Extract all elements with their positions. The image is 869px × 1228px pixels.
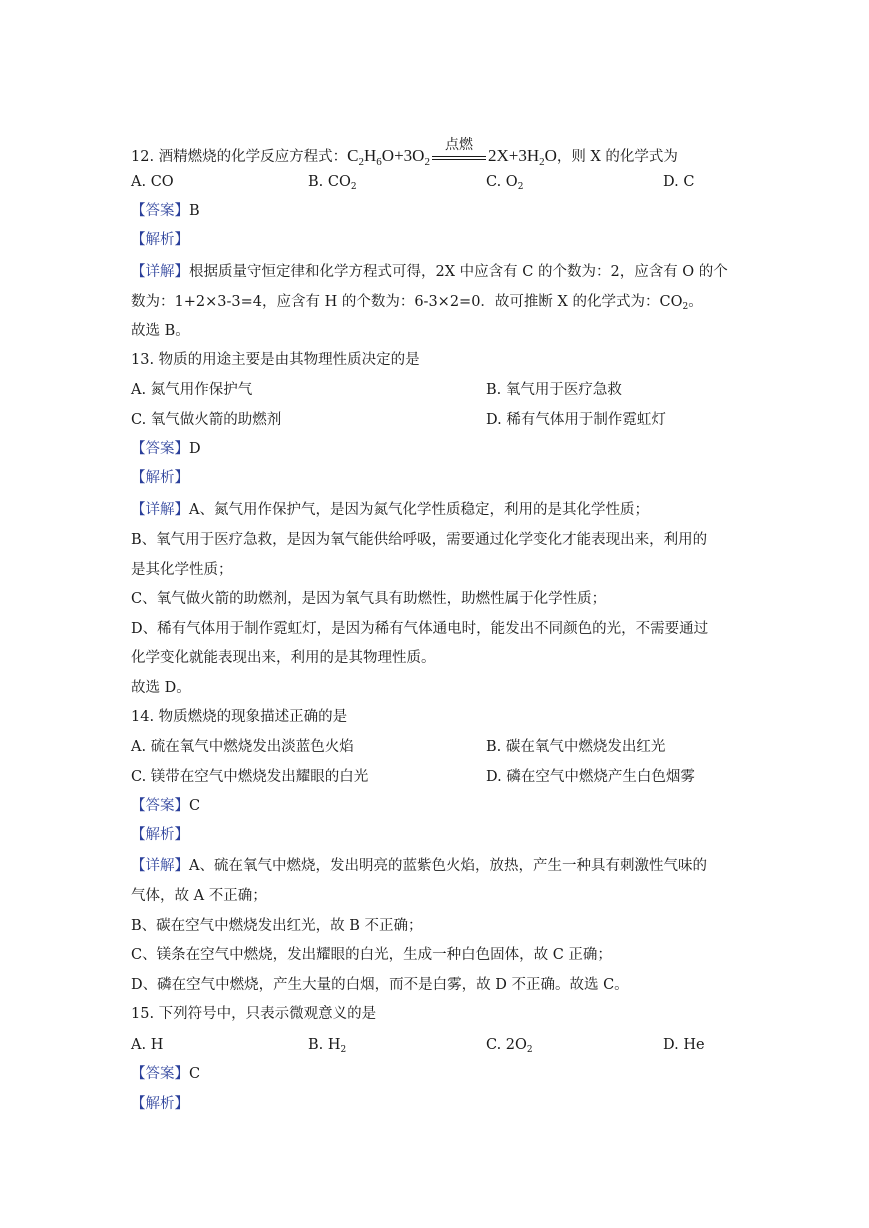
question-12-suffix: ，则 X 的化学式为	[556, 149, 678, 165]
option-d: D. 磷在空气中燃烧产生白色烟雾	[486, 769, 695, 785]
option-c: C. 氧气做火箭的助燃剂	[131, 412, 282, 428]
detail-line: 【详解】A、氮气用作保护气，是因为氮气化学性质稳定，利用的是其化学性质；	[131, 502, 649, 518]
detail-line: B、碳在空气中燃烧发出红光，故 B 不正确；	[131, 918, 423, 934]
conclusion-line: 故选 D。	[131, 680, 191, 696]
question-12-stem	[131, 137, 678, 168]
conclusion-line: 故选 B。	[131, 323, 190, 339]
option-c: C. $2O_2$	[486, 1037, 533, 1055]
option-a: A. H	[131, 1037, 164, 1053]
option-d: D. C	[663, 174, 695, 190]
answer-line: 【答案】C	[131, 798, 201, 814]
option-b: B. 碳在氧气中燃烧发出红光	[486, 739, 666, 755]
option-d: D. 稀有气体用于制作霓虹灯	[486, 412, 666, 428]
detail-line: 数为：1+2×3-3=4，应含有 H 的个数为：6-3×2=0．故可推断 X 的化学式为：$CO_2$。	[131, 294, 703, 312]
analysis-label: 【解析】	[131, 1096, 189, 1112]
reaction-condition: 点燃	[444, 137, 473, 154]
analysis-label: 【解析】	[131, 232, 189, 248]
option-b: B. $CO_2$	[308, 174, 357, 192]
option-d: D. He	[663, 1037, 705, 1053]
question-12-prefix: 12. 酒精燃烧的化学反应方程式：	[131, 149, 348, 165]
detail-line: B、氧气用于医疗急救，是因为氧气能供给呼吸，需要通过化学变化才能表现出来，利用的	[131, 532, 708, 548]
reaction-condition-arrow	[432, 137, 486, 167]
chemical-equation: $C_2H_6O+3O_2$ 点燃 $2X+3H_2O$	[347, 137, 557, 168]
option-b: B. 氧气用于医疗急救	[486, 382, 622, 398]
detail-line: 【详解】A、硫在氧气中燃烧，发出明亮的蓝紫色火焰，放热，产生一种具有刺激性气味的	[131, 858, 707, 874]
detail-line: 是其化学性质；	[131, 562, 233, 578]
option-b: B. $H_2$	[308, 1037, 347, 1055]
option-a: A. CO	[131, 174, 174, 190]
detail-line: 化学变化就能表现出来，利用的是其物理性质。	[131, 650, 436, 666]
answer-line: 【答案】B	[131, 203, 200, 219]
analysis-label: 【解析】	[131, 827, 189, 843]
question-13-stem: 13. 物质的用途主要是由其物理性质决定的是	[131, 352, 420, 368]
detail-line: 气体，故 A 不正确；	[131, 888, 267, 904]
detail-line: D、稀有气体用于制作霓虹灯，是因为稀有气体通电时，能发出不同颜色的光，不需要通过	[131, 621, 709, 637]
option-a: A. 氮气用作保护气	[131, 382, 253, 398]
option-a: A. 硫在氧气中燃烧发出淡蓝色火焰	[131, 739, 354, 755]
analysis-label: 【解析】	[131, 470, 189, 486]
detail-line: 【详解】根据质量守恒定律和化学方程式可得，2X 中应含有 C 的个数为：2，应含有 O 的个	[131, 264, 728, 280]
question-15-stem: 15. 下列符号中，只表示微观意义的是	[131, 1006, 377, 1022]
detail-line: C、氧气做火箭的助燃剂，是因为氧气具有助燃性，助燃性属于化学性质；	[131, 591, 607, 607]
option-c: C. 镁带在空气中燃烧发出耀眼的白光	[131, 769, 369, 785]
detail-line: C、镁条在空气中燃烧，发出耀眼的白光，生成一种白色固体，故 C 正确；	[131, 947, 612, 963]
answer-line: 【答案】C	[131, 1066, 201, 1082]
detail-line: D、磷在空气中燃烧，产生大量的白烟，而不是白雾，故 D 不正确。故选 C。	[131, 977, 629, 993]
option-c: C. $O_2$	[486, 174, 524, 192]
question-14-stem: 14. 物质燃烧的现象描述正确的是	[131, 709, 348, 725]
answer-line: 【答案】D	[131, 441, 201, 457]
